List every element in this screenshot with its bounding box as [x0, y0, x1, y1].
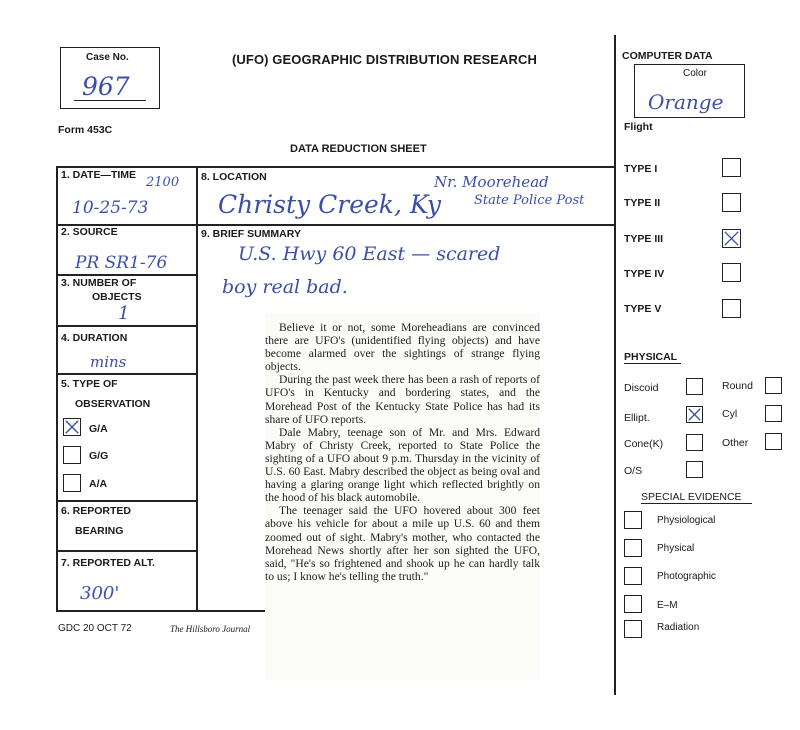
number-objects-label-2: OBJECTS [92, 291, 142, 303]
row-line-source [56, 274, 196, 276]
grid-middle-divider [196, 166, 198, 610]
row-line-observation [56, 500, 196, 502]
row-line-bearing [56, 550, 196, 552]
cone-checkbox[interactable] [686, 434, 703, 451]
newspaper-clipping [265, 313, 540, 680]
type-3-label: TYPE III [624, 233, 664, 245]
source-value: PR SR1-76 [75, 253, 168, 273]
grid-left-border [56, 166, 58, 610]
clipping-paragraph: Believe it or not, some Moreheadians are convinced there are UFO's (unidentified flying objects) and have become alarmed over the sightings of strange flying objects. [265, 321, 540, 374]
type-1-checkbox[interactable] [722, 158, 741, 177]
discoid-checkbox[interactable] [686, 378, 703, 395]
duration-label: 4. DURATION [61, 332, 128, 344]
altitude-label: 7. REPORTED ALT. [61, 557, 155, 569]
em-label: E–M [657, 600, 678, 611]
observation-type-label-2: OBSERVATION [75, 398, 151, 410]
os-checkbox[interactable] [686, 461, 703, 478]
os-label: O/S [624, 465, 643, 477]
physiological-checkbox[interactable] [624, 511, 642, 529]
number-objects-value: 1 [118, 303, 130, 324]
type-4-checkbox[interactable] [722, 263, 741, 282]
photographic-label: Photographic [657, 571, 716, 582]
type-5-label: TYPE V [624, 303, 662, 315]
location-note-2: State Police Post [474, 193, 585, 208]
observation-type-label: 5. TYPE OF [61, 378, 118, 390]
page-title: (UFO) GEOGRAPHIC DISTRIBUTION RESEARCH [232, 52, 537, 67]
observation-gg-label: G/G [89, 450, 109, 462]
case-number-label: Case No. [86, 52, 129, 63]
cylinder-label: Cyl [722, 408, 738, 420]
row-line-duration [56, 373, 196, 375]
row-line-date [56, 224, 614, 226]
other-checkbox[interactable] [765, 433, 782, 450]
observation-aa-label: A/A [89, 478, 108, 490]
type-1-label: TYPE I [624, 163, 658, 175]
location-label: 8. LOCATION [201, 171, 267, 183]
observation-ga-label: G/A [89, 423, 108, 435]
grid-bottom-line [56, 610, 266, 612]
date-value: 10-25-73 [72, 198, 149, 218]
summary-line-2: boy real bad. [222, 276, 348, 298]
observation-ga-checkbox[interactable] [63, 418, 81, 436]
time-value: 2100 [146, 175, 180, 190]
date-time-label: 1. DATE—TIME [61, 169, 137, 181]
bearing-label: 6. REPORTED [61, 505, 132, 517]
observation-aa-checkbox[interactable] [63, 474, 81, 492]
other-label: Other [722, 437, 749, 449]
physical-evidence-checkbox[interactable] [624, 539, 642, 557]
type-2-label: TYPE II [624, 197, 661, 209]
color-label: Color [683, 68, 707, 79]
checkmark-icon [687, 407, 702, 422]
clipping-paragraph: During the past week there has been a rash of reports of UFO's in Kentucky and bordering states, and the Morehead Post of the Kentucky State Police has had its share of UFO reports. [265, 373, 540, 426]
photographic-checkbox[interactable] [624, 567, 642, 585]
cone-label: Cone(K) [624, 438, 664, 450]
right-panel-divider [614, 35, 616, 695]
row-line-objects [56, 325, 196, 327]
special-evidence-heading: SPECIAL EVIDENCE [641, 491, 742, 503]
clipping-paragraph: Dale Mabry, teenage son of Mr. and Mrs. Edward Mabry of Christy Creek, reported to State Police the sighting of a UFO about 9 p.m. Thursday in the vicinity of U.S. 60 East. Mabry described the object as being oval and having a glaring orange light which reflected brightly on the hood of his black automobile. [265, 425, 540, 505]
computer-data-heading: COMPUTER DATA [622, 50, 713, 62]
checkmark-icon [64, 419, 80, 435]
case-number-value: 967 [82, 72, 130, 101]
round-label: Round [722, 380, 753, 392]
grid-top-line [56, 166, 614, 168]
form-number: Form 453C [58, 124, 113, 136]
radiation-checkbox[interactable] [624, 620, 642, 638]
clipping-paragraph: The teenager said the UFO hovered about 300 feet above his vehicle for about a mile up U.S. 60 and them zoomed out of sight. Mabry's mother, who contacted the Morehead News shortly after her son sighted the UFO, said, "He's so frightened and shook up he can hardly talk to us; I know he's telling the truth." [265, 504, 540, 583]
type-5-checkbox[interactable] [722, 299, 741, 318]
cylinder-checkbox[interactable] [765, 405, 782, 422]
number-objects-label: 3. NUMBER OF [61, 277, 137, 289]
round-checkbox[interactable] [765, 377, 782, 394]
checkmark-icon [723, 230, 740, 247]
radiation-label: Radiation [657, 622, 700, 633]
summary-line-1: U.S. Hwy 60 East — scared [238, 243, 501, 265]
summary-label: 9. BRIEF SUMMARY [201, 228, 301, 240]
source-label: 2. SOURCE [61, 226, 118, 238]
color-value: Orange [648, 90, 724, 114]
location-note: Nr. Moorehead [434, 173, 549, 191]
bearing-label-2: BEARING [75, 525, 124, 537]
physical-heading: PHYSICAL [624, 351, 678, 363]
flight-label: Flight [624, 121, 653, 133]
elliptical-checkbox[interactable] [686, 406, 703, 423]
em-checkbox[interactable] [624, 595, 642, 613]
type-3-checkbox[interactable] [722, 229, 741, 248]
sheet-subtitle: DATA REDUCTION SHEET [290, 143, 427, 155]
duration-value: mins [90, 353, 127, 371]
type-2-checkbox[interactable] [722, 193, 741, 212]
altitude-value: 300' [80, 583, 120, 604]
special-evidence-underline [641, 503, 752, 504]
footer-source: The Hillsboro Journal [170, 624, 251, 634]
footer-code: GDC 20 OCT 72 [58, 623, 132, 634]
discoid-label: Discoid [624, 382, 659, 394]
type-4-label: TYPE IV [624, 268, 665, 280]
physical-underline [624, 363, 681, 364]
elliptical-label: Ellipt. [624, 412, 650, 424]
observation-gg-checkbox[interactable] [63, 446, 81, 464]
location-value: Christy Creek, Ky [218, 190, 442, 219]
physical-evidence-label: Physical [657, 543, 695, 554]
physiological-label: Physiological [657, 515, 716, 526]
